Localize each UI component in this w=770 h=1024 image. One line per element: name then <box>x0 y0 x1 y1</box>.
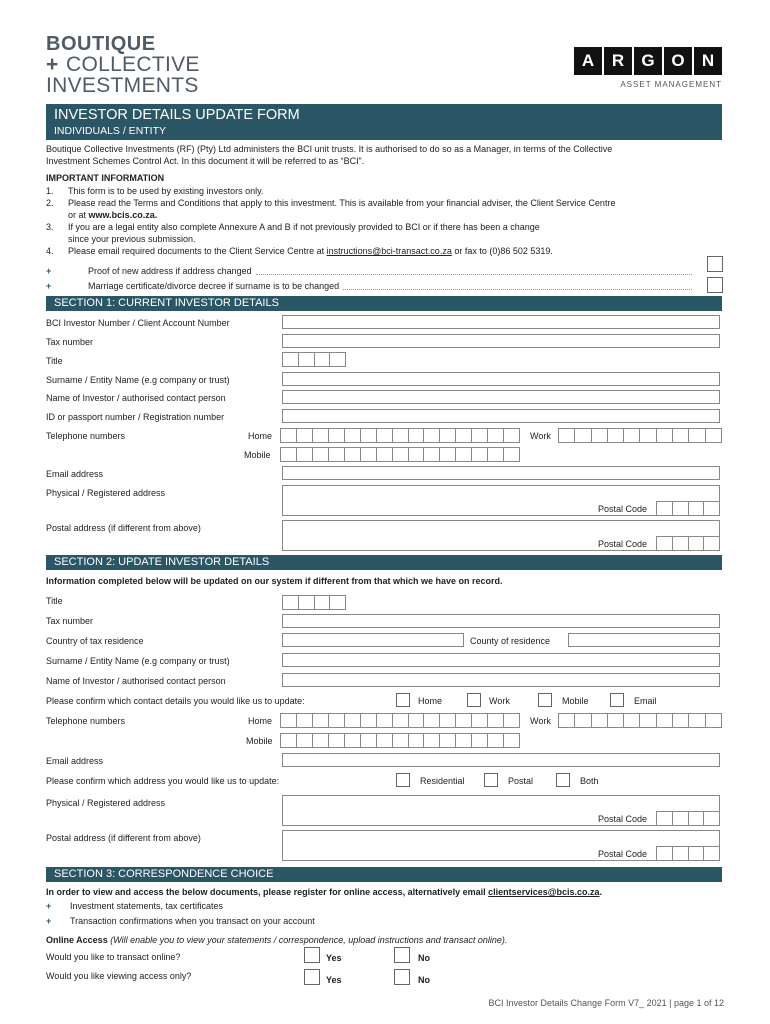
instructions-email-link[interactable]: instructions@bci-transact.co.za <box>326 246 452 256</box>
label-email: Email address <box>46 469 104 479</box>
bullet-marriage-cert <box>46 280 696 292</box>
label-tax-number: Tax number <box>46 337 94 347</box>
label-title: Title <box>46 596 63 606</box>
intro-text <box>46 143 726 167</box>
logo-line3: INVESTMENTS <box>46 74 199 97</box>
dotted-leader <box>343 289 692 290</box>
important-list <box>46 185 736 257</box>
label-postal-code: Postal Code <box>598 814 648 824</box>
email-input[interactable] <box>282 466 720 480</box>
label-tax-number: Tax number <box>46 616 94 626</box>
update-mobile-checkbox[interactable] <box>538 693 552 707</box>
update-both-checkbox[interactable] <box>556 773 570 787</box>
label-telephone: Telephone numbers <box>46 716 126 726</box>
new-home-phone-input[interactable] <box>280 713 520 728</box>
work-phone-input[interactable] <box>558 428 722 443</box>
plus-icon: + <box>46 901 52 911</box>
item-num: 2. <box>46 198 54 208</box>
argon-letter: N <box>694 47 722 75</box>
bullet-text: Marriage certificate/divorce decree if surname is to be changed <box>88 281 340 291</box>
postal-postal-code-input[interactable] <box>656 536 720 551</box>
surname-input[interactable] <box>282 372 720 386</box>
label-mobile: Mobile <box>244 450 271 460</box>
new-physical-address-input[interactable] <box>282 795 720 826</box>
section3-bullet <box>46 901 223 911</box>
section2-header: SECTION 2: UPDATE INVESTOR DETAILS <box>46 555 722 570</box>
important-heading: IMPORTANT INFORMATION <box>46 173 165 183</box>
intro-line1: Boutique Collective Investments (RF) (Pty) Ltd administers the BCI unit trusts. It is authorised to do so as a Manager, in terms of the Collective <box>46 144 613 154</box>
label-postal-code: Postal Code <box>598 849 648 859</box>
label-opt-postal: Postal <box>508 776 534 786</box>
new-postal-address-input[interactable] <box>282 830 720 861</box>
label-opt-home: Home <box>418 696 443 706</box>
viewing-yes-checkbox[interactable] <box>304 969 320 985</box>
bullet-text: Investment statements, tax certificates <box>70 901 224 911</box>
argon-subtitle: ASSET MANAGEMENT <box>620 80 722 89</box>
label-work: Work <box>530 431 551 441</box>
section2-note: Information completed below will be updated on our system if different from that which we have on record. <box>46 576 503 586</box>
item-text: Please email required documents to the Client Service Centre at <box>68 246 327 256</box>
bcis-website-link[interactable]: www.bcis.co.za. <box>88 210 158 220</box>
label-yes: Yes <box>326 953 342 963</box>
new-email-input[interactable] <box>282 753 720 767</box>
item-text: or fax to (0)86 502 5319. <box>451 246 553 256</box>
question-viewing-only: Would you like viewing access only? <box>46 971 192 981</box>
label-surname: Surname / Entity Name (e.g company or trust) <box>46 375 230 385</box>
label-postal-code: Postal Code <box>598 504 648 514</box>
label-id-number: ID or passport number / Registration number <box>46 412 225 422</box>
label-investor-name: Name of Investor / authorised contact person <box>46 393 226 403</box>
label-mobile: Mobile <box>246 736 273 746</box>
section3-intro-text: In order to view and access the below documents, please register for online access, alternatively email <box>46 887 489 897</box>
label-work: Work <box>530 716 551 726</box>
form-title-band <box>46 104 722 140</box>
logo-plus: + <box>46 53 59 76</box>
item-text: since your previous submission. <box>68 234 196 244</box>
section3-intro-end: . <box>599 887 603 897</box>
label-no: No <box>418 953 430 963</box>
item-text: If you are a legal entity also complete Annexure A and B if not previously provided to BCI or if there has been a change <box>68 222 540 232</box>
update-email-checkbox[interactable] <box>610 693 624 707</box>
label-confirm-contact: Please confirm which contact details you would like us to update: <box>46 696 305 706</box>
label-surname: Surname / Entity Name (e.g company or trust) <box>46 656 230 666</box>
plus-icon: + <box>46 266 52 276</box>
label-opt-both: Both <box>580 776 599 786</box>
label-opt-email: Email <box>634 696 657 706</box>
new-tax-number-input[interactable] <box>282 614 720 628</box>
bci-logo <box>46 34 200 96</box>
bullet-proof-address <box>46 265 696 277</box>
dotted-leader <box>256 274 692 275</box>
bullet-text: Transaction confirmations when you transact on your account <box>70 916 315 926</box>
clientservices-email-link[interactable]: clientservices@bcis.co.za <box>488 887 600 897</box>
label-physical-address: Physical / Registered address <box>46 488 166 498</box>
label-county-residence: County of residence <box>470 636 551 646</box>
label-opt-residential: Residential <box>420 776 465 786</box>
argon-letter: O <box>664 47 692 75</box>
tax-number-input[interactable] <box>282 334 720 348</box>
account-number-input[interactable] <box>282 315 720 329</box>
item-text: This form is to be used by existing investors only. <box>68 186 264 196</box>
label-investor-name: Name of Investor / authorised contact person <box>46 676 226 686</box>
id-number-input[interactable] <box>282 409 720 423</box>
home-phone-input[interactable] <box>280 428 520 443</box>
bullet-text: Proof of new address if address changed <box>88 266 252 276</box>
item-num: 1. <box>46 186 54 196</box>
label-opt-mobile: Mobile <box>562 696 589 706</box>
label-account-number: BCI Investor Number / Client Account Number <box>46 318 230 328</box>
physical-address-input[interactable] <box>282 485 720 516</box>
new-mobile-phone-input[interactable] <box>280 733 520 748</box>
new-investor-name-input[interactable] <box>282 673 720 687</box>
argon-logo <box>574 47 722 75</box>
new-postal-postal-code-input[interactable] <box>656 846 720 861</box>
section3-bullet <box>46 916 315 926</box>
update-home-checkbox[interactable] <box>396 693 410 707</box>
new-title-input[interactable] <box>282 595 346 610</box>
transact-yes-checkbox[interactable] <box>304 947 320 963</box>
argon-letter: A <box>574 47 602 75</box>
label-home: Home <box>248 431 273 441</box>
intro-line2: Investment Schemes Control Act. In this document it will be referred to as “BCI”. <box>46 156 365 166</box>
update-postal-checkbox[interactable] <box>484 773 498 787</box>
page-footer: BCI Investor Details Change Form V7_ 2021 | page 1 of 12 <box>488 998 724 1008</box>
form-title: INVESTOR DETAILS UPDATE FORM <box>54 107 300 123</box>
section3-header: SECTION 3: CORRESPONDENCE CHOICE <box>46 867 722 882</box>
label-home: Home <box>248 716 273 726</box>
marriage-cert-checkbox[interactable] <box>707 277 723 293</box>
online-access-note: (Will enable you to view your statements / correspondence, upload instructions and transact online). <box>110 935 508 945</box>
label-postal-address: Postal address (if different from above) <box>46 833 201 843</box>
transact-no-checkbox[interactable] <box>394 947 410 963</box>
online-access-line <box>46 935 507 945</box>
title-input[interactable] <box>282 352 346 367</box>
update-work-checkbox[interactable] <box>467 693 481 707</box>
item-text: Please read the Terms and Conditions that apply to this investment. This is available from your financial adviser, the Client Service Centre <box>68 198 616 208</box>
new-surname-input[interactable] <box>282 653 720 667</box>
label-physical-address: Physical / Registered address <box>46 798 166 808</box>
physical-postal-code-input[interactable] <box>656 501 720 516</box>
label-title: Title <box>46 356 63 366</box>
online-access-label: Online Access <box>46 935 108 945</box>
label-no: No <box>418 975 430 985</box>
update-residential-checkbox[interactable] <box>396 773 410 787</box>
viewing-no-checkbox[interactable] <box>394 969 410 985</box>
postal-address-input[interactable] <box>282 520 720 551</box>
county-residence-input[interactable] <box>568 633 720 647</box>
item-text: or at <box>68 210 89 220</box>
question-transact-online: Would you like to transact online? <box>46 952 181 962</box>
label-yes: Yes <box>326 975 342 985</box>
logo-line1: BOUTIQUE <box>46 33 156 55</box>
section3-intro <box>46 887 602 897</box>
argon-letter: R <box>604 47 632 75</box>
plus-icon: + <box>46 281 52 291</box>
item-num: 4. <box>46 246 54 256</box>
logo-line2: COLLECTIVE <box>66 53 200 76</box>
proof-address-checkbox[interactable] <box>707 256 723 272</box>
label-country-tax: Country of tax residence <box>46 636 144 646</box>
investor-name-input[interactable] <box>282 390 720 404</box>
form-subtitle: INDIVIDUALS / ENTITY <box>54 125 167 137</box>
plus-icon: + <box>46 916 52 926</box>
item-num: 3. <box>46 222 54 232</box>
label-opt-work: Work <box>489 696 510 706</box>
new-physical-postal-code-input[interactable] <box>656 811 720 826</box>
label-postal-code: Postal Code <box>598 539 648 549</box>
mobile-phone-input[interactable] <box>280 447 520 462</box>
argon-letter: G <box>634 47 662 75</box>
label-confirm-address: Please confirm which address you would like us to update: <box>46 776 280 786</box>
new-work-phone-input[interactable] <box>558 713 722 728</box>
section1-header: SECTION 1: CURRENT INVESTOR DETAILS <box>46 296 722 311</box>
label-email: Email address <box>46 756 104 766</box>
label-postal-address: Postal address (if different from above) <box>46 523 201 533</box>
label-telephone: Telephone numbers <box>46 431 126 441</box>
country-tax-input[interactable] <box>282 633 464 647</box>
